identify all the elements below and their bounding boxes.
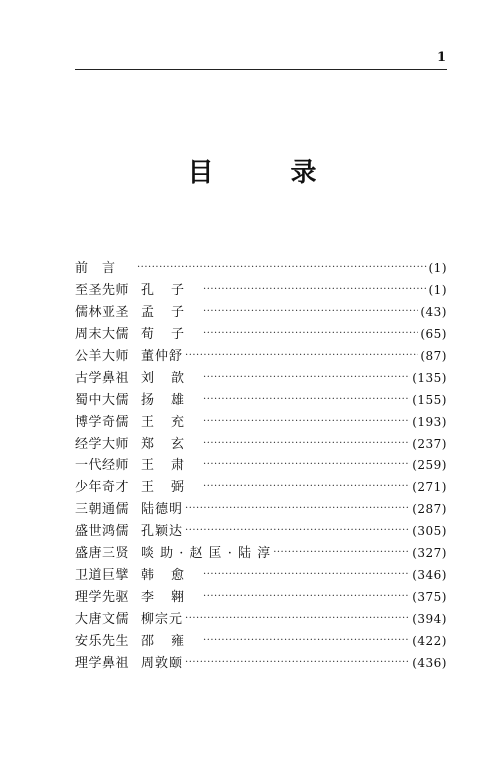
toc-entry-person: 王弼 (141, 480, 202, 496)
toc-entry-person: 陆德明 (141, 502, 184, 518)
header-rule (75, 69, 447, 70)
toc-entry-person: 王肃 (141, 458, 202, 474)
toc-entry-page: (375) (412, 590, 447, 605)
toc-entry-person: 孔子 (141, 282, 202, 298)
toc-entry-person: 郑玄 (141, 436, 202, 452)
toc-entry-person: 孟子 (141, 304, 202, 320)
toc-entry-page: (87) (420, 348, 447, 363)
toc-entry-page: (287) (412, 502, 447, 517)
toc-entry-title: 卫道巨擘 (75, 568, 130, 584)
toc-entry-person: 荀子 (141, 326, 202, 342)
dot-leader (203, 433, 410, 455)
toc-entry-person: 刘歆 (141, 370, 202, 386)
toc-entry-title: 公羊大师 (75, 348, 130, 364)
toc-entry-page: (155) (412, 392, 447, 407)
toc-entry-page: (436) (412, 655, 447, 670)
toc-heading: 目 录 (187, 158, 351, 188)
toc-entry-title: 博学奇儒 (75, 414, 130, 430)
toc-entry-person: 邵雍 (141, 633, 202, 649)
toc-entry-title: 古学鼻祖 (75, 370, 130, 386)
toc-entry-person: 孔颖达 (141, 524, 184, 540)
toc-entry[interactable] (75, 609, 447, 631)
toc-entry-title: 儒林亚圣 (75, 304, 130, 320)
toc-entry-page: (271) (412, 480, 447, 495)
dot-leader (137, 257, 427, 279)
toc-entry[interactable] (75, 653, 447, 675)
toc-entry-page: (1) (428, 282, 447, 297)
dot-leader (185, 498, 410, 520)
toc-entry-page: (305) (412, 524, 447, 539)
toc-entry-title: 大唐文儒 (75, 612, 130, 627)
toc-entry-person: 柳宗元 (141, 612, 184, 627)
toc-entry[interactable] (75, 324, 447, 346)
toc-entry-page: (135) (412, 370, 447, 385)
toc-entry-title: 周末大儒 (75, 326, 130, 342)
toc-entry[interactable] (75, 565, 447, 587)
toc-entry-page: (346) (412, 568, 447, 583)
toc-entry-title: 前言 (75, 261, 130, 276)
toc-entry[interactable] (75, 631, 447, 653)
toc-entry-title: 理学鼻祖 (75, 655, 130, 671)
toc-entry[interactable] (75, 368, 447, 390)
dot-leader (203, 476, 410, 498)
toc-entry[interactable] (75, 477, 447, 499)
dot-leader (203, 279, 426, 301)
dot-leader (203, 323, 418, 345)
toc-entry[interactable] (75, 434, 447, 456)
toc-entry[interactable] (75, 280, 447, 302)
toc-entry-title: 少年奇才 (75, 480, 130, 496)
toc-entry-person: 周敦颐 (141, 655, 184, 671)
toc-entry-page: (193) (412, 414, 447, 429)
dot-leader (185, 520, 410, 542)
toc-entry-title: 盛唐三贤 (75, 546, 130, 562)
toc-list (75, 258, 447, 675)
toc-entry-page: (1) (428, 261, 447, 275)
toc-entry-title: 至圣先师 (75, 282, 130, 298)
toc-entry-person: 董仲舒 (141, 348, 184, 364)
page-number: 1 (436, 50, 446, 65)
toc-entry[interactable] (75, 412, 447, 434)
toc-entry-page: (259) (412, 458, 447, 473)
toc-entry-person: 啖 助 · 赵 匡 · 陆 淳 (141, 546, 272, 562)
toc-entry-person: 扬雄 (141, 392, 202, 408)
toc-entry-page: (43) (420, 304, 447, 319)
toc-entry-person: 韩愈 (141, 568, 202, 584)
toc-entry[interactable] (75, 390, 447, 412)
toc-entry[interactable] (75, 543, 447, 565)
toc-entry[interactable] (75, 455, 447, 477)
toc-entry-person: 王充 (141, 414, 202, 430)
dot-leader (203, 389, 410, 411)
dot-leader (185, 652, 410, 674)
toc-entry-title: 三朝通儒 (75, 502, 130, 518)
dot-leader (203, 367, 410, 389)
toc-entry-person: 李翱 (141, 590, 202, 606)
toc-entry-page: (65) (420, 326, 447, 341)
dot-leader (203, 411, 410, 433)
toc-entry-page: (394) (412, 612, 447, 626)
toc-entry-title: 安乐先生 (75, 633, 130, 649)
toc-entry-page: (422) (412, 633, 447, 648)
toc-entry[interactable] (75, 587, 447, 609)
dot-leader (203, 301, 418, 323)
dot-leader (185, 608, 410, 630)
dot-leader (203, 586, 410, 608)
toc-entry[interactable] (75, 521, 447, 543)
toc-entry-page: (237) (412, 436, 447, 451)
dot-leader (203, 564, 410, 586)
toc-entry[interactable] (75, 346, 447, 368)
dot-leader (185, 345, 418, 367)
toc-entry-title: 一代经师 (75, 458, 130, 474)
toc-entry-title: 理学先驱 (75, 590, 130, 606)
toc-entry-title: 蜀中大儒 (75, 392, 130, 408)
toc-entry-title: 经学大师 (75, 436, 130, 452)
toc-entry-page: (327) (412, 546, 447, 561)
toc-entry[interactable] (75, 302, 447, 324)
dot-leader (273, 542, 410, 564)
toc-entry-title: 盛世鸿儒 (75, 524, 130, 540)
toc-entry[interactable] (75, 258, 447, 280)
toc-entry[interactable] (75, 499, 447, 521)
dot-leader (203, 630, 410, 652)
dot-leader (203, 454, 410, 476)
